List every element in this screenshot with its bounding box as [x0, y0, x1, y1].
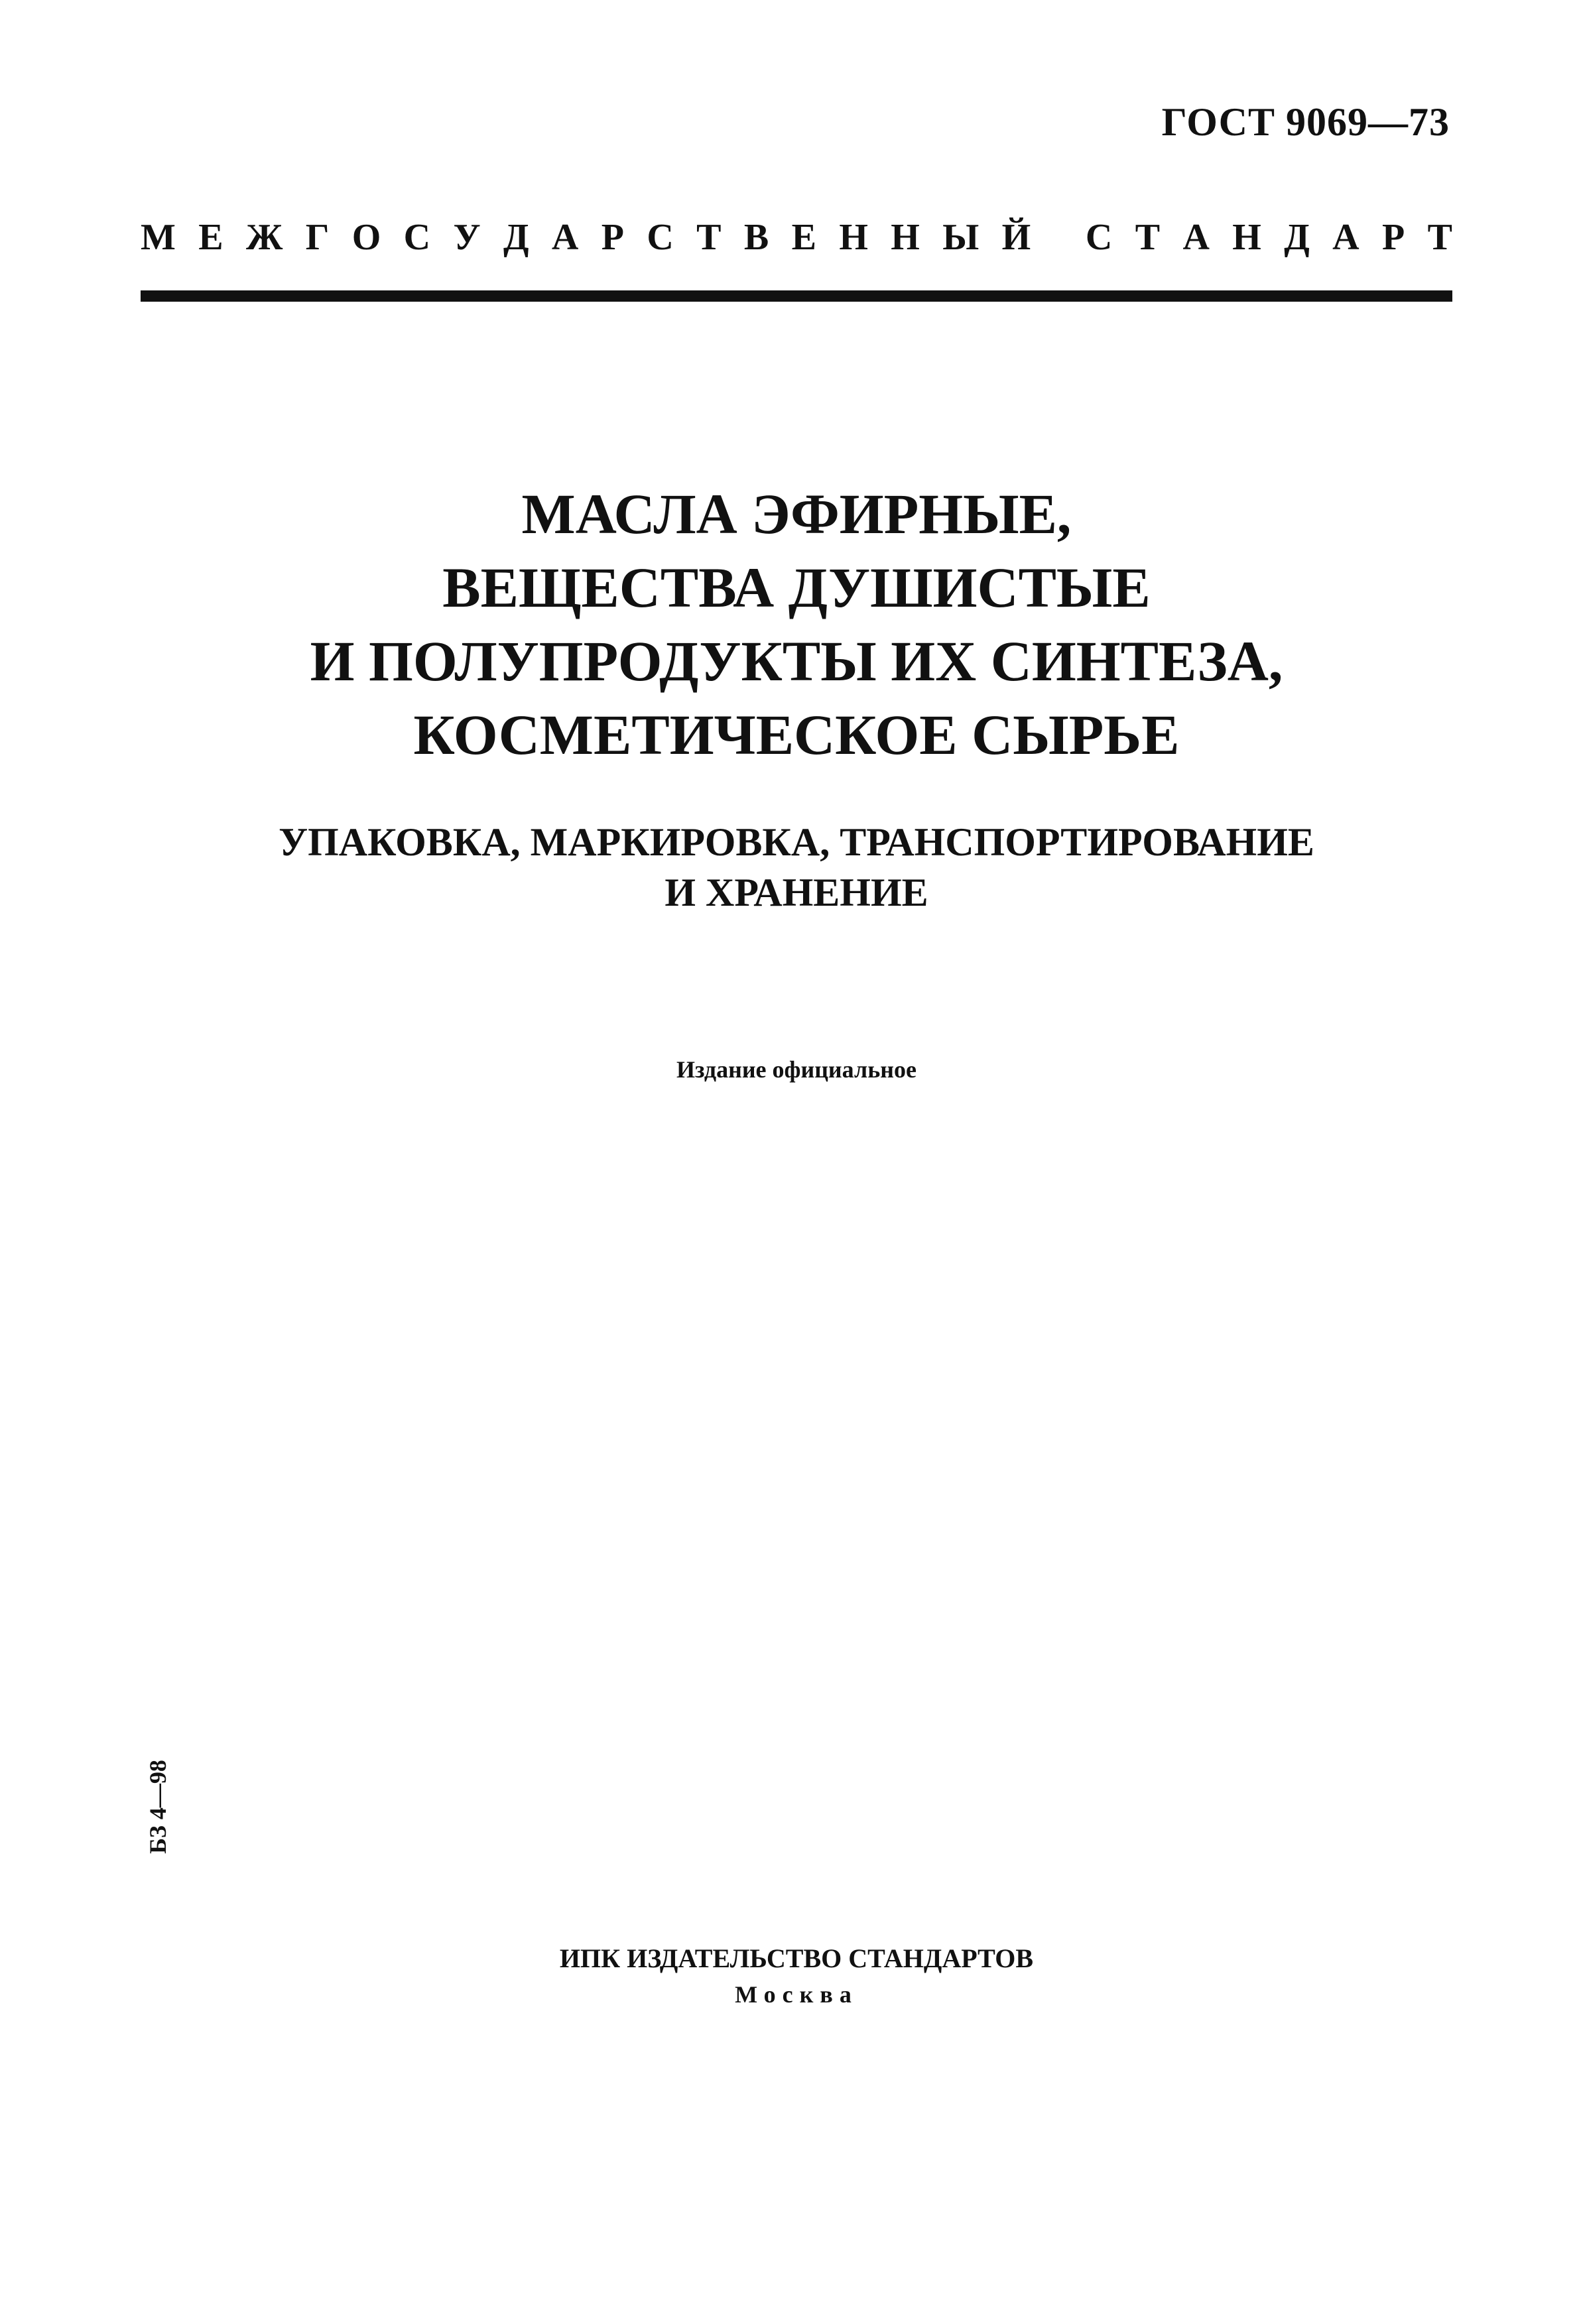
subtitle-line: И ХРАНЕНИЕ — [664, 871, 928, 914]
standard-type-letter: О — [351, 217, 381, 258]
document-code: ГОСТ 9069—73 — [1161, 100, 1450, 144]
standard-type-letter: Д — [503, 217, 529, 258]
side-mark — [142, 1750, 174, 1863]
publisher-name: ИПК ИЗДАТЕЛЬСТВО СТАНДАРТОВ — [559, 1943, 1034, 1973]
subtitle — [141, 817, 1452, 918]
header-divider — [141, 290, 1452, 302]
standard-type-letter: Ы — [942, 217, 980, 258]
main-title-line: И ПОЛУПРОДУКТЫ ИХ СИНТЕЗА, — [310, 629, 1283, 693]
standard-type-letter: Н — [891, 217, 920, 258]
subtitle-line: УПАКОВКА, МАРКИРОВКА, ТРАНСПОРТИРОВАНИЕ — [279, 820, 1314, 864]
standard-type-letter: А — [1182, 217, 1210, 258]
standard-type-letter: С — [403, 217, 431, 258]
side-mark-text: БЗ 4—98 — [145, 1760, 171, 1854]
standard-type-letter: М — [141, 217, 176, 258]
standard-type-letter: Т — [1427, 217, 1452, 258]
standard-type-heading — [141, 219, 1452, 256]
standard-type-letter: Р — [1381, 217, 1405, 258]
standard-type-letter: У — [453, 217, 481, 258]
publisher-city: Москва — [735, 1981, 858, 2008]
standard-type-letter: Р — [601, 217, 624, 258]
standard-type-letter: Е — [791, 217, 816, 258]
standard-type-letter: Т — [1135, 217, 1161, 258]
standard-type-letter: В — [743, 217, 769, 258]
standard-type-letter: Е — [198, 217, 223, 258]
standard-type-letter: Ж — [245, 217, 283, 258]
standard-type-letter: Д — [1284, 217, 1310, 258]
standard-type-gap — [1054, 219, 1063, 256]
main-title-line: МАСЛА ЭФИРНЫЕ, — [521, 482, 1072, 546]
standard-type-letter: Т — [696, 217, 722, 258]
standard-type-letter: С — [1085, 217, 1113, 258]
standard-type-letter: С — [647, 217, 674, 258]
standard-type-letter: Н — [1232, 217, 1261, 258]
main-title-line: ВЕЩЕСТВА ДУШИСТЫЕ — [442, 556, 1151, 619]
edition-note: Издание официальное — [676, 1056, 917, 1083]
standard-type-letter: Н — [839, 217, 868, 258]
standard-type-letter: А — [1332, 217, 1360, 258]
standard-type-letter: А — [551, 217, 579, 258]
standard-type-letter: Й — [1001, 217, 1031, 258]
standard-type-letter: Г — [305, 217, 330, 258]
main-title-line: КОСМЕТИЧЕСКОЕ СЫРЬЕ — [413, 703, 1180, 766]
main-title — [141, 477, 1452, 772]
